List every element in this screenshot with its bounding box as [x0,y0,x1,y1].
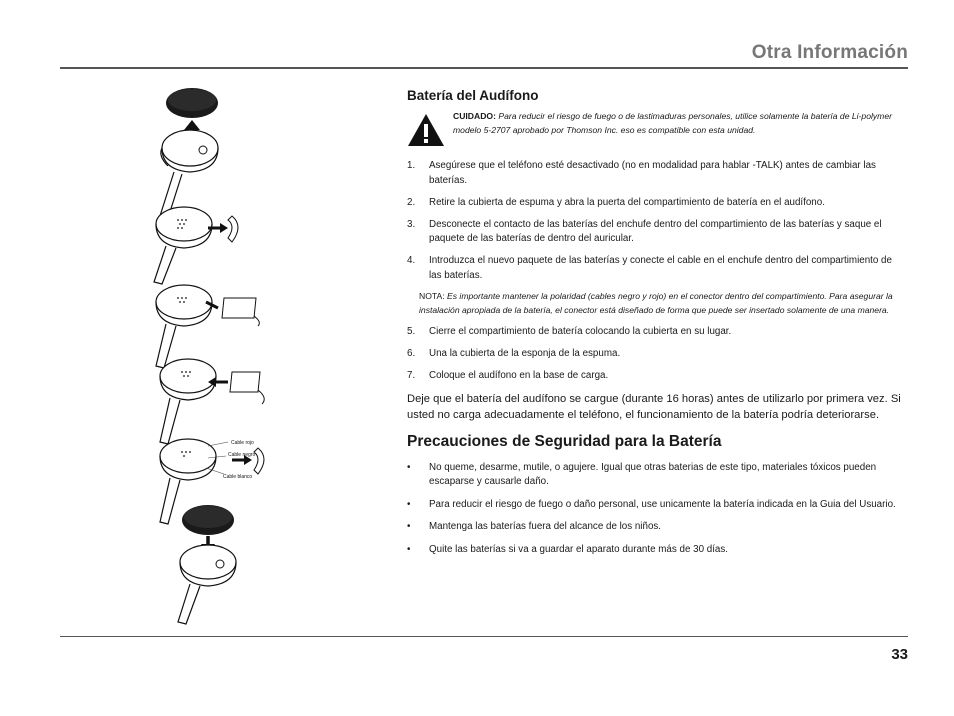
list-item: 2. Retire la cubierta de espuma y abra la puerta del compartimiento de batería en el audífono. [407,196,825,208]
main-content [407,88,907,565]
cable-black-label: Cable negro [228,452,256,458]
battery-replacement-illustration [148,86,288,626]
caution-label: CUIDADO: [453,111,496,121]
list-item: • Mantenga las baterías fuera del alcance de los niños. [407,521,662,532]
step-insert-battery [160,359,264,444]
battery-section-title: Batería del Audífono [407,88,539,103]
list-item: 6. Una la cubierta de la esponja de la espuma. [407,347,621,359]
footer-rule [60,636,908,637]
header-rule [60,67,908,69]
safety-bullets-list [407,461,907,558]
step-open-battery-door [154,207,238,284]
step-remove-battery [156,285,259,368]
note-label: NOTA: [419,290,445,301]
list-item: • No queme, desarme, mutile, o agujere. Igual que otras baterias de este tipo, materiales tóxicos pueden escaparse y causarle daño. [407,461,877,487]
caution-text: Para reducir el riesgo de fuego o de lastimaduras personales, utilice solamente la batería de Li-polymer modelo 5-2707 aprobado por Thomson Inc. eso es compatible con esta unidad. [453,111,892,135]
battery-steps-list-continued [407,325,907,384]
list-item: • Para reducir el riesgo de fuego o daño personal, use unicamente la batería indicada en la Guia del Usuario. [407,498,896,510]
warning-triangle-icon [407,113,445,147]
note-text: Es importante mantener la polaridad (cables negro y rojo) en el conector dentro del compartimiento. Para asegurar la instalación apropiada de la batería, el conector está diseñado de forma que puede ser insertado solamente de una manera. [419,290,893,315]
cable-red-label: Cable rojo [231,440,254,446]
list-item: 4. Introduzca el nuevo paquete de las baterías y conecte el cable en el enchufe dentro del compartimiento de las baterías. [407,255,892,281]
charge-warning: Deje que el batería del audífono se cargue (durante 16 horas) antes de utilizarlo por primera vez. Si usted no carga adecuadamente el teléfono, el funcionamiento de la batería podría deteriorarse. [407,392,901,421]
list-item: 7. Coloque el audífono en la base de carga. [407,369,609,381]
list-item: 1. Asegúrese que el teléfono esté desactivado (no en modalidad para hablar -TALK) antes de cambiar las baterías. [407,160,876,186]
page-header-title: Otra Información [751,42,908,63]
battery-steps-list [407,159,907,283]
safety-section-title: Precauciones de Seguridad para la Batería [407,432,722,450]
list-item: 5. Cierre el compartimiento de batería colocando la cubierta en su lugar. [407,325,732,337]
list-item: • Quite las baterías si va a guardar el aparato durante más de 30 días. [407,543,728,555]
step-foam-cover-removal [160,88,218,218]
list-item: 3. Desconecte el contacto de las baterías del enchufe dentro del compartimiento de las baterías y saque el paquete de las baterías de dentro del auricular. [407,218,882,244]
page-number: 33 [891,646,908,663]
caution-box [407,109,907,153]
step-replace-foam-cover [178,505,236,624]
polarity-note [407,289,907,317]
cable-white-label: Cable blanco [223,474,253,480]
